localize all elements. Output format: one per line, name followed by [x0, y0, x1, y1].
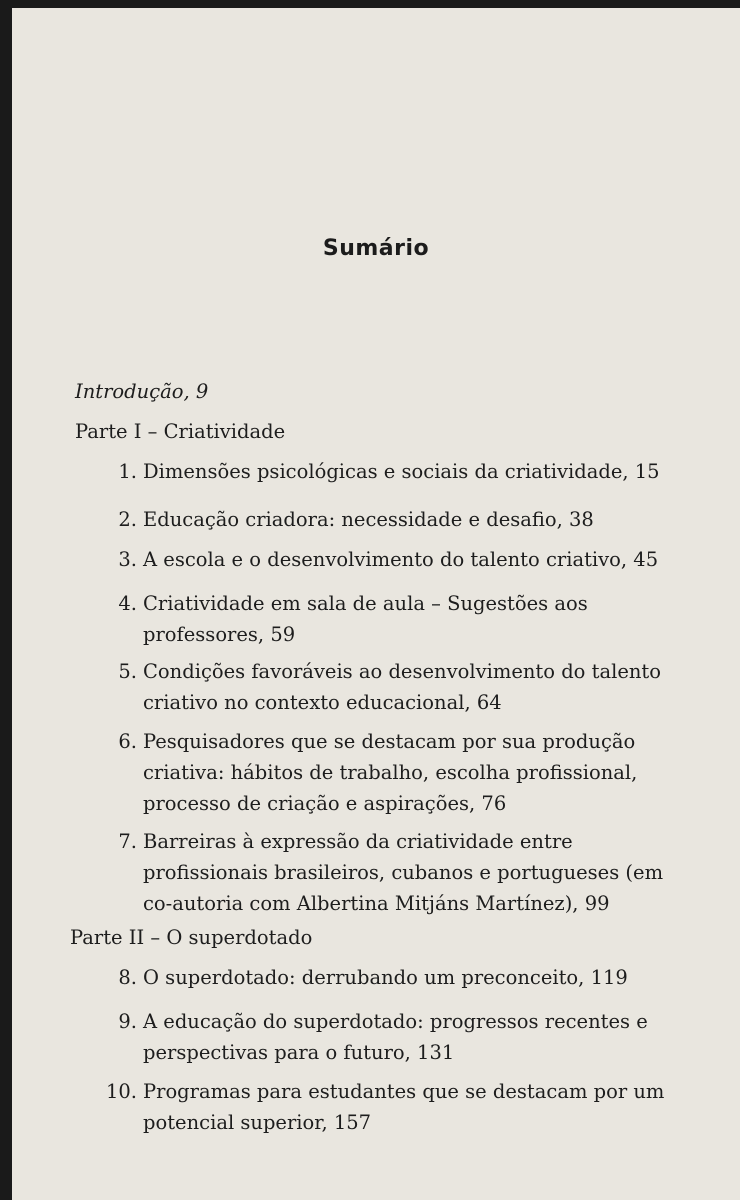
toc-item-number: 8. — [118, 966, 137, 989]
toc-item-number: 4. — [118, 592, 137, 615]
toc-item-5 — [105, 656, 685, 718]
toc-item-number: 10. — [105, 1080, 137, 1103]
toc-item-3 — [105, 544, 685, 575]
toc-item-4 — [105, 588, 685, 650]
toc-item-6 — [105, 726, 685, 819]
toc-item-number: 7. — [118, 830, 137, 853]
toc-item-text: Dimensões psicológicas e sociais da criatividade, 15 — [143, 460, 660, 483]
toc-item-number: 1. — [118, 460, 137, 483]
toc-item-number: 6. — [118, 730, 137, 753]
toc-item-text: Condições favoráveis ao desenvolvimento do talento criativo no contexto educacional, 64 — [143, 660, 661, 714]
toc-item-number: 3. — [118, 548, 137, 571]
toc-item-number: 9. — [118, 1010, 137, 1033]
toc-item-text: Criatividade em sala de aula – Sugestões aos professores, 59 — [143, 592, 588, 646]
toc-item-text: Pesquisadores que se destacam por sua produção criativa: hábitos de trabalho, escolha profissional, processo de criação e aspirações, 76 — [143, 730, 638, 815]
toc-item-number: 5. — [118, 660, 137, 683]
toc-item-text: A educação do superdotado: progressos recentes e perspectivas para o futuro, 131 — [143, 1010, 648, 1064]
toc-part-1: Parte I – Criatividade — [75, 420, 286, 443]
toc-item-text: Educação criadora: necessidade e desafio, 38 — [143, 508, 594, 531]
toc-item-text: Barreiras à expressão da criatividade entre profissionais brasileiros, cubanos e portugueses (em co-autoria com Albertina Mitjáns Martínez), 99 — [143, 830, 664, 915]
toc-item-1 — [105, 456, 685, 487]
toc-introduction: Introdução, 9 — [75, 380, 209, 403]
toc-item-text: O superdotado: derrubando um preconceito, 119 — [143, 966, 628, 989]
toc-item-2 — [105, 504, 685, 535]
toc-part-2: Parte II – O superdotado — [70, 926, 313, 949]
toc-item-9 — [105, 1006, 685, 1068]
toc-item-8 — [105, 962, 685, 993]
toc-item-7 — [105, 826, 685, 919]
page-title: Sumário — [322, 236, 430, 261]
toc-item-10 — [105, 1076, 685, 1138]
toc-item-text: A escola e o desenvolvimento do talento criativo, 45 — [143, 548, 659, 571]
toc-item-text: Programas para estudantes que se destacam por um potencial superior, 157 — [143, 1080, 665, 1134]
book-page — [12, 8, 740, 1200]
toc-item-number: 2. — [118, 508, 137, 531]
